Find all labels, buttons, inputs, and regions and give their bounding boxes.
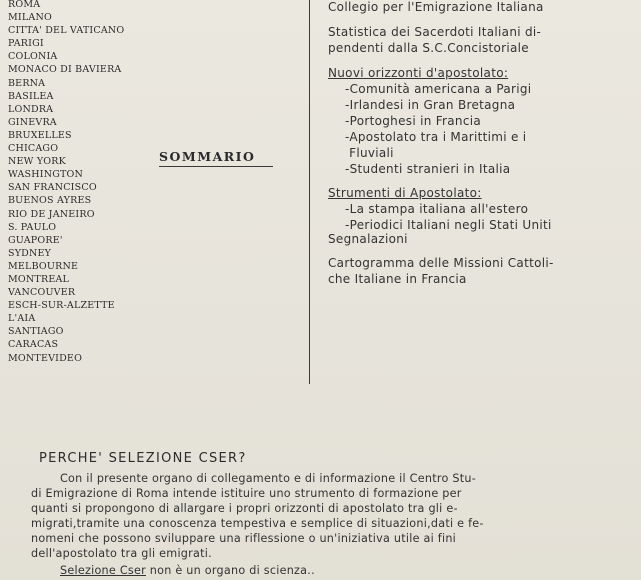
city-item: CITTA' DEL VATICANO [8, 25, 125, 37]
city-item: BASILEA [8, 90, 54, 102]
heading-underline [159, 166, 273, 167]
article-line: dell'apostolato tra gli emigrati. [31, 547, 212, 560]
city-item: BRUXELLES [8, 129, 72, 141]
toc-subitem: -La stampa italiana all'estero [345, 202, 529, 216]
city-item: SANTIAGO [8, 326, 64, 338]
toc-subitem: Fluviali [345, 146, 394, 160]
city-item: MONACO DI BAVIERA [8, 64, 122, 76]
toc-item: Cartogramma delle Missioni Cattoli- [328, 256, 554, 270]
article-line: nomeni che possono sviluppare una riflessione o un'iniziativa utile ai fini [31, 532, 457, 545]
city-item: NEW YORK [8, 156, 66, 168]
article-line: quanti si propongono di allargare i propri orizzonti di apostolato tra gli e- [31, 502, 458, 515]
city-item: S. PAULO [8, 221, 57, 233]
city-item: SAN FRANCISCO [8, 182, 97, 194]
city-item: LONDRA [8, 103, 54, 115]
city-item: MONTREAL [8, 273, 70, 285]
publication-name: Selezione Cser [60, 564, 146, 577]
toc-section-heading: Nuovi orizzonti d'apostolato: [328, 66, 509, 80]
toc-item: Statistica dei Sacerdoti Italiani di- [328, 25, 542, 39]
city-item: CARACAS [8, 339, 59, 351]
city-item: PARIGI [8, 38, 44, 50]
city-item: ROMA [8, 0, 41, 10]
city-item: MELBOURNE [8, 260, 79, 272]
city-item: SYDNEY [8, 247, 52, 259]
city-list [8, 0, 124, 365]
article-line: migrati,tramite una conoscenza tempestiva e semplice di situazioni,dati e fe- [31, 517, 484, 530]
toc-subitem: -Apostolato tra i Marittimi e i [345, 130, 527, 144]
toc-subitem: -Irlandesi in Gran Bretagna [345, 98, 516, 112]
toc-item: pendenti dalla S.C.Concistoriale [328, 41, 529, 55]
city-item: GUAPORE' [8, 234, 63, 246]
city-item: MILANO [8, 12, 52, 24]
toc-subitem: -Studenti stranieri in Italia [345, 162, 511, 176]
city-item: BUENOS AYRES [8, 195, 92, 207]
toc-item: Segnalazioni [328, 232, 408, 246]
toc-section-heading: Strumenti di Apostolato: [328, 186, 482, 200]
city-item: MONTEVIDEO [8, 352, 83, 364]
city-item: GINEVRA [8, 116, 57, 128]
article-line: di Emigrazione di Roma intende istituire uno strumento di formazione per [31, 487, 462, 500]
article-line: Con il presente organo di collegamento e di informazione il Centro Stu- [60, 472, 476, 485]
city-item: WASHINGTON [8, 169, 84, 181]
city-item: VANCOUVER [8, 287, 76, 299]
toc-item: che Italiane in Francia [328, 272, 467, 286]
city-item: COLONIA [8, 51, 58, 63]
article-title: PERCHE' SELEZIONE CSER? [39, 451, 247, 466]
city-item: ESCH-SUR-ALZETTE [8, 300, 115, 312]
city-item: BERNA [8, 77, 46, 89]
sommario-heading: SOMMARIO [159, 149, 256, 164]
toc-subitem: -Portoghesi in Francia [345, 114, 482, 128]
city-item: L'AIA [8, 313, 36, 325]
toc-item: Collegio per l'Emigrazione Italiana [328, 0, 544, 14]
toc-subitem: -Periodici Italiani negli Stati Uniti [345, 218, 552, 232]
city-item: CHICAGO [8, 143, 59, 155]
article-line-rest: non è un organo di scienza.. [145, 564, 315, 577]
toc-subitem: -Comunità americana a Parigi [345, 82, 532, 96]
article-line [60, 564, 315, 577]
city-item: RIO DE JANEIRO [8, 208, 95, 220]
column-divider [309, 0, 310, 384]
